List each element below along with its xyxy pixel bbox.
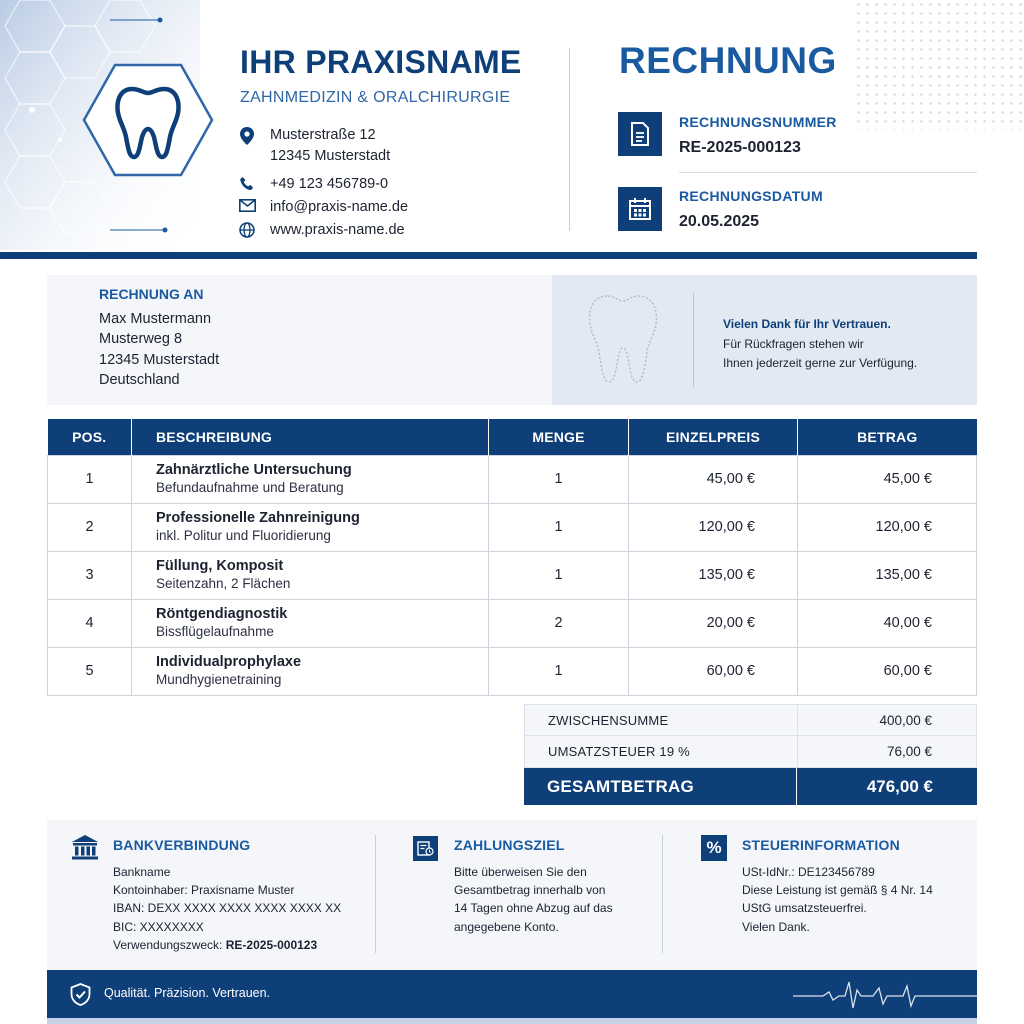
row-amount: 45,00 € — [798, 455, 977, 503]
row-quantity: 1 — [489, 551, 629, 599]
row-description — [132, 551, 489, 599]
row-description — [132, 503, 489, 551]
subtotal-value: 400,00 € — [879, 712, 932, 728]
row-amount: 120,00 € — [798, 503, 977, 551]
bank-reference-line — [113, 936, 341, 954]
tax-vat-id: USt-IdNr.: DE123456789 — [742, 865, 875, 879]
row-title: Individualprophylaxe — [156, 654, 302, 670]
row-quantity: 1 — [489, 647, 629, 695]
table-row — [48, 551, 977, 599]
row-unit-price: 60,00 € — [629, 647, 798, 695]
contact-website — [238, 220, 405, 241]
row-subtitle: Befundaufnahme und Beratung — [156, 480, 344, 495]
table-row — [48, 599, 977, 647]
tooth-logo-icon — [82, 63, 214, 177]
heartbeat-line-icon — [793, 978, 977, 1012]
grand-total-value: 476,00 € — [866, 776, 933, 796]
row-subtitle: Seitenzahn, 2 Flächen — [156, 576, 291, 591]
row-amount: 40,00 € — [798, 599, 977, 647]
recipient-country: Deutschland — [99, 371, 180, 388]
grand-total-row — [524, 768, 977, 805]
header-quantity: MENGE — [489, 419, 629, 455]
mail-icon — [238, 197, 256, 212]
practice-name: IHR PRAXISNAME — [240, 44, 522, 80]
location-pin-icon — [238, 125, 256, 145]
phone-icon — [238, 174, 256, 192]
row-subtitle: Mundhygienetraining — [156, 672, 282, 687]
invoice-date-label: RECHNUNGSDATUM — [679, 188, 823, 204]
payment-terms — [454, 863, 613, 936]
row-title: Professionelle Zahnreinigung — [156, 510, 360, 526]
payment-title: ZAHLUNGSZIEL — [454, 837, 565, 853]
row-title: Zahnärztliche Untersuchung — [156, 462, 352, 478]
row-title: Füllung, Komposit — [156, 558, 284, 574]
row-subtitle: Bissflügelaufnahme — [156, 624, 274, 639]
table-row — [48, 503, 977, 551]
invoice-title: RECHNUNG — [619, 40, 837, 81]
recipient-address — [99, 309, 219, 390]
info-divider-2 — [662, 835, 663, 953]
row-description — [132, 599, 489, 647]
row-pos: 1 — [48, 455, 132, 503]
percent-icon: % — [701, 835, 727, 861]
address-street: Musterstraße 12 — [270, 127, 376, 143]
row-amount: 135,00 € — [798, 551, 977, 599]
thanks-message — [723, 315, 917, 374]
header-bar — [0, 252, 977, 259]
contact-address — [238, 125, 390, 167]
tax-line-4: Vielen Dank. — [742, 919, 810, 934]
footer-strip — [47, 1018, 977, 1024]
row-unit-price: 135,00 € — [629, 551, 798, 599]
thanks-divider — [693, 293, 694, 387]
payment-line-3: 14 Tagen ohne Abzug auf das — [454, 901, 613, 916]
contact-phone — [238, 174, 388, 195]
items-table — [47, 419, 977, 696]
header-amount: BETRAG — [798, 419, 977, 455]
bank-reference-label: Verwendungszweck: — [113, 937, 223, 952]
row-pos: 3 — [48, 551, 132, 599]
bank-bic: BIC: XXXXXXXX — [113, 919, 204, 934]
website-url[interactable]: www.praxis-name.de — [270, 222, 405, 238]
recipient-name: Max Mustermann — [99, 311, 212, 327]
row-quantity: 1 — [489, 455, 629, 503]
info-divider-1 — [375, 835, 376, 953]
row-unit-price: 45,00 € — [629, 455, 798, 503]
thanks-line-2: Ihnen jederzeit gerne zur Verfügung. — [723, 356, 918, 370]
address-city: 12345 Musterstadt — [270, 148, 391, 164]
row-title: Röntgendiagnostik — [156, 606, 288, 622]
dot-pattern — [854, 0, 1024, 130]
tax-line-2: Diese Leistung ist gemäß § 4 Nr. 14 — [742, 883, 933, 898]
bank-iban: IBAN: DEXX XXXX XXXX XXXX XXXX XX — [113, 901, 342, 916]
header-unit-price: EINZELPREIS — [629, 419, 798, 455]
globe-icon — [238, 220, 256, 238]
shield-check-icon — [70, 983, 91, 1006]
invoice-number-label: RECHNUNGSNUMMER — [679, 114, 837, 130]
document-icon — [618, 112, 662, 156]
row-unit-price: 120,00 € — [629, 503, 798, 551]
row-unit-price: 20,00 € — [629, 599, 798, 647]
recipient-street: Musterweg 8 — [99, 331, 183, 348]
bank-details — [113, 863, 341, 954]
recipient-label: RECHNUNG AN — [99, 286, 204, 302]
payment-line-4: angegebene Konto. — [454, 919, 559, 934]
thanks-line-1: Für Rückfragen stehen wir — [723, 336, 864, 351]
meta-separator — [679, 172, 977, 173]
thanks-title: Vielen Dank für Ihr Vertrauen. — [723, 317, 891, 331]
bank-icon — [71, 834, 99, 860]
row-pos: 2 — [48, 503, 132, 551]
vat-value: 76,00 € — [886, 744, 932, 759]
invoice-number: RE-2025-000123 — [679, 139, 801, 156]
recipient-city: 12345 Musterstadt — [99, 351, 220, 368]
header-pos: POS. — [48, 419, 132, 455]
vat-label: UMSATZSTEUER 19 % — [525, 736, 798, 767]
row-quantity: 1 — [489, 503, 629, 551]
payment-line-1: Bitte überweisen Sie den — [454, 865, 587, 879]
contact-email — [238, 197, 408, 218]
row-description — [132, 647, 489, 695]
subtotal-label: ZWISCHENSUMME — [525, 705, 798, 735]
practice-subtitle: ZAHNMEDIZIN & ORALCHIRURGIE — [240, 89, 511, 106]
bank-name: Bankname — [113, 865, 171, 879]
row-amount: 60,00 € — [798, 647, 977, 695]
header-divider — [569, 48, 570, 231]
tax-line-3: UStG umsatzsteuerfrei. — [742, 901, 867, 916]
grand-total-label: GESAMTBETRAG — [524, 768, 797, 805]
footer-slogan: Qualität. Präzision. Vertrauen. — [104, 986, 271, 1000]
payment-icon — [413, 836, 438, 861]
bank-reference: RE-2025-000123 — [225, 937, 318, 952]
email-address[interactable]: info@praxis-name.de — [270, 199, 409, 215]
invoice-date: 20.05.2025 — [679, 213, 760, 230]
bank-title: BANKVERBINDUNG — [113, 837, 251, 853]
row-pos: 5 — [48, 647, 132, 695]
bank-holder: Kontoinhaber: Praxisname Muster — [113, 883, 295, 898]
calendar-icon — [618, 187, 662, 231]
row-quantity: 2 — [489, 599, 629, 647]
tooth-watermark-icon — [585, 292, 661, 388]
table-row — [48, 647, 977, 695]
row-pos: 4 — [48, 599, 132, 647]
subtotal-row — [524, 704, 977, 736]
payment-line-2: Gesamtbetrag innerhalb von — [454, 883, 606, 898]
tax-title: STEUERINFORMATION — [742, 837, 900, 853]
table-row — [48, 455, 977, 503]
vat-row — [524, 736, 977, 768]
header-description: BESCHREIBUNG — [132, 419, 489, 455]
row-description — [132, 455, 489, 503]
phone-number[interactable]: +49 123 456789-0 — [270, 176, 389, 192]
row-subtitle: inkl. Politur und Fluoridierung — [156, 528, 331, 543]
table-header — [48, 419, 977, 455]
tax-details — [742, 863, 933, 936]
